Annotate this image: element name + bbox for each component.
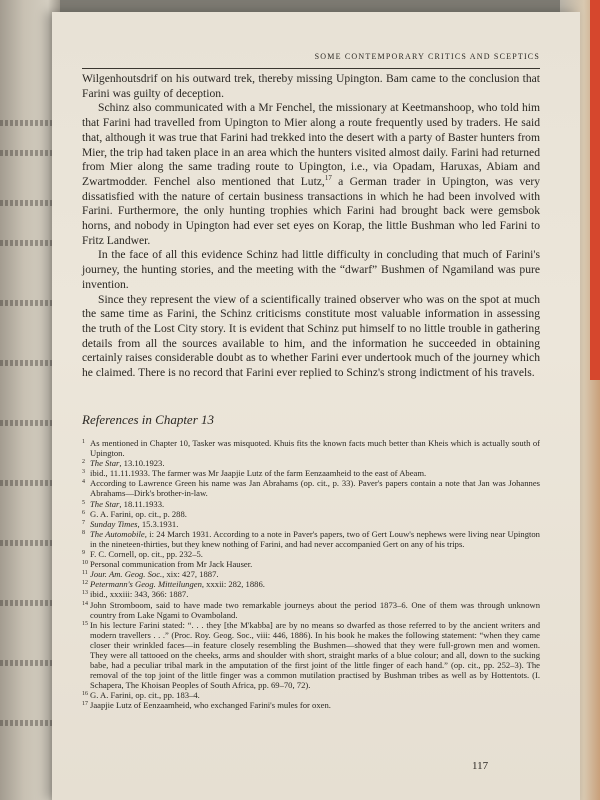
reference-notes <box>82 438 540 711</box>
note-number: 5 <box>82 499 85 506</box>
reference-note: 10 Personal communication from Mr Jack Hauser. <box>82 559 253 570</box>
reference-note: 5 The Star, 18.11.1933. <box>82 498 165 509</box>
note-number: 11 <box>82 570 88 577</box>
note-number: 2 <box>82 459 85 466</box>
note-number: 8 <box>82 529 85 536</box>
note-number: 15 <box>82 620 88 627</box>
facing-page-edge <box>0 0 60 800</box>
reference-note: 16 G. A. Farini, op. cit., pp. 183–4. <box>82 690 200 701</box>
book-page <box>52 12 580 800</box>
red-cover-strip <box>590 0 600 380</box>
reference-note: 14 John Stromboom, said to have made two remarkable journeys about the period 1873–6. One of them was through unknown country from Lake Ngami to Ovamboland. <box>82 599 540 620</box>
reference-note: 12 Petermann's Geog. Mitteilungen, xxxii: 282, 1886. <box>82 579 265 590</box>
note-number: 7 <box>82 519 85 526</box>
references-heading: References in Chapter 13 <box>82 412 215 427</box>
reference-note: 1 As mentioned in Chapter 10, Tasker was misquoted. Khuis fits the known facts much better than Kheis which is actually south of Upington. <box>82 438 540 459</box>
note-number: 13 <box>82 590 88 597</box>
reference-note: 13 ibid., xxxiii: 343, 366: 1887. <box>82 589 189 600</box>
reference-note: 6 G. A. Farini, op. cit., p. 288. <box>82 508 187 519</box>
reference-note: 9 F. C. Cornell, op. cit., pp. 232–5. <box>82 549 203 560</box>
paragraph-text: Schinz also communicated with a Mr Fenchel, the missionary at Keetmanshoop, who told him that Farini had travelled from Upington to Mier along a route frequently used by traders. He said that, although it was true that Farini had trekked into the desert with a party of Baster hunters from Mier, the trip had taken place in an area which the hunters visited almost daily. Farini had returned from Mier along the same trading route to Upington, i.e., via Opadam, Haruxas, Abiam and Zwartmodder. Fenchel also mentioned that Lutz, <box>82 101 540 188</box>
reference-note: 3 ibid., 11.11.1933. The farmer was Mr Jaapjie Lutz of the farm Eenzaamheid to the east of Abeam. <box>82 468 427 479</box>
note-number: 12 <box>82 580 88 587</box>
note-number: 4 <box>82 479 85 486</box>
footnote-ref: 17 <box>324 174 332 183</box>
chapter-text <box>82 72 540 381</box>
paragraph-text: a German trader in Upington, was very dissatisfied with the nature of certain business transactions in which he had been involved with Farini. Furthermore, the only hunting trophies which Farini had brought back were gemsbok horns, and nobody in Upington had ever set eyes on Korap, the little Bushman who led Farini to Fritz Landwer. <box>82 174 540 247</box>
note-number: 14 <box>82 600 88 607</box>
note-number: 17 <box>82 701 88 708</box>
note-number: 9 <box>82 550 85 557</box>
reference-note: 2 The Star, 13.10.1923. <box>82 458 165 469</box>
header-rule <box>82 68 540 69</box>
note-number: 16 <box>82 691 88 698</box>
page-number: 117 <box>472 760 489 772</box>
reference-note: 17 Jaapjie Lutz of Eenzaamheid, who exchanged Farini's mules for oxen. <box>82 700 331 711</box>
note-number: 3 <box>82 469 85 476</box>
paragraph: Since they represent the view of a scientifically trained observer who was on the spot at much the same time as Farini, the Schinz criticisms constitute most valuable information in assessing the truth of the Lost City story. It is evident that Schinz put himself to no little trouble in gathering details from all the sources available to him, and the information he succeeded in obtaining certainly raises considerable doubt as to whether Farini ever undertook much of the journey which he claimed. There is no record that Farini ever replied to Schinz's strong indictment of his travels. <box>82 292 540 380</box>
running-head: SOME CONTEMPORARY CRITICS AND SCEPTICS <box>314 52 540 61</box>
reference-note: 15 In his lecture Farini stated: “. . . they [the M'kabba] are by no means so dwarfed as those referred to by the ancient writers and modern travellers . . .” (Proc. Roy. Geog. Soc., viii: 446, 1886). In his book he makes the following statement: “when they came closer their wrinkled faces—in feature closely resembling the Bushmen—showed that they were full-grown men and women. They were all tattooed on the cheeks, arms and shoulder with short, straight marks of a blue colour; and all, down to the sucking babe, had a peculiar tribal mark in the amputation of the first joint of the little finger of each hand.” (op. cit., pp. 252–3). The removal of the top joint of the little finger was a common mutilation practised by Bushman tribes as well as by Hottentots. (I. Schapera, The Khoisan Peoples of South Africa, pp. 69–70, 72). <box>82 619 540 691</box>
note-number: 10 <box>82 560 88 567</box>
reference-note: 4 According to Lawrence Green his name was Jan Abrahams (op. cit., p. 33). Paver's papers contain a note that Jan was Johannes Abrahams—Dirk's brother-in-law. <box>82 478 540 499</box>
paragraph: In the face of all this evidence Schinz had little difficulty in concluding that much of Farini's journey, the hunting stories, and the meeting with the “dwarf” Bushmen of Ngamiland was pure invention. <box>82 248 540 291</box>
note-number: 6 <box>82 509 85 516</box>
note-number: 1 <box>82 439 85 445</box>
reference-note: 11 Jour. Am. Geog. Soc., xix: 427, 1887. <box>82 569 219 580</box>
paragraph <box>82 101 540 248</box>
reference-note: 8 The Automobile, i: 24 March 1931. According to a note in Paver's papers, two of Gert Louw's nephews were living near Upington in the nineteen-thirties, but they knew nothing of Farini, and had never accompanied Gert on any of his trips. <box>82 528 540 549</box>
reference-note: 7 Sunday Times, 15.3.1931. <box>82 518 179 529</box>
paragraph: Wilgenhoutsdrif on his outward trek, thereby missing Upington. Bam came to the conclusion that Farini was guilty of deception. <box>82 72 540 100</box>
